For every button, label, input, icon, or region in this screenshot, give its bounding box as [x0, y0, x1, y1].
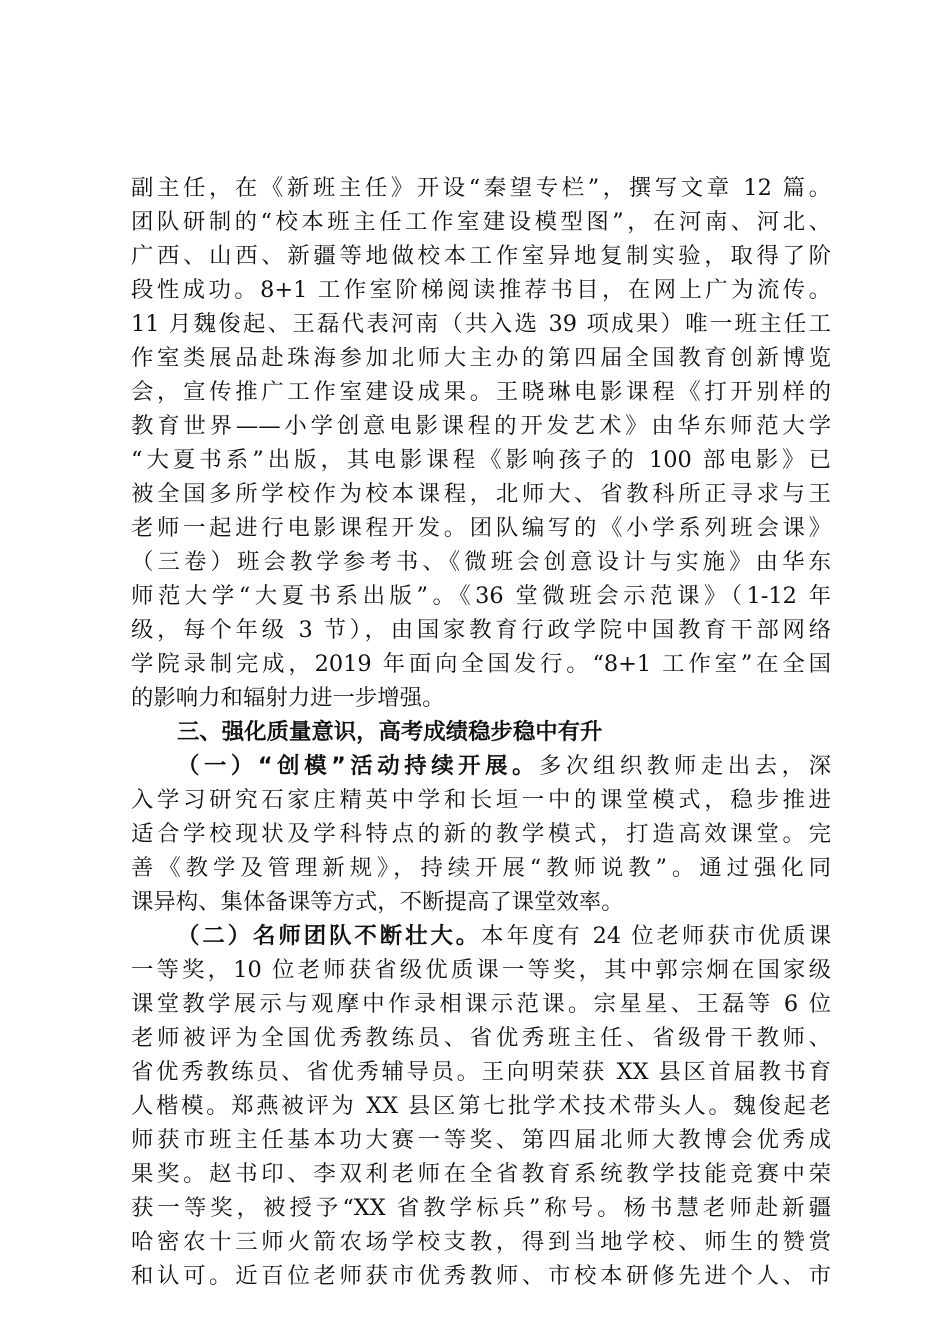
section-heading-text: 三、强化质量意识，高考成绩稳步稳中有升 — [177, 719, 603, 745]
paragraph-line: 的影响力和辐射力进一步增强。 — [131, 685, 445, 711]
paragraph-line: 老师被评为全国优秀教练员、省优秀班主任、省级骨干教师、 — [131, 1025, 831, 1051]
paragraph-line: 课异构、集体备课等方式，不断提高了课堂效率。 — [131, 889, 624, 915]
paragraph-line: 和认可。近百位老师获市优秀教师、市校本研修先进个人、市 — [131, 1263, 831, 1289]
paragraph-line: 级，每个年级 3 节），由国家教育行政学院中国教育干部网络 — [131, 617, 831, 643]
paragraph-line: 省优秀教练员、省优秀辅导员。王向明荣获 XX 县区首届教书育 — [131, 1059, 831, 1085]
paragraph-line: 师范大学“大夏书系出版”。《36 堂微班会示范课》（1-12 年 — [131, 583, 831, 609]
subsection-title: （二）名师团队不断壮大。 — [177, 923, 482, 949]
paragraph-line: 11 月魏俊起、王磊代表河南（共入选 39 项成果）唯一班主任工 — [131, 311, 831, 337]
subsection-title: （一）“创模”活动持续开展。 — [177, 753, 540, 779]
paragraph-line: （三卷）班会教学参考书、《微班会创意设计与实施》由华东 — [131, 549, 831, 575]
paragraph-line: 团队研制的“校本班主任工作室建设模型图”，在河南、河北、 — [131, 209, 831, 235]
paragraph-line: 广西、山西、新疆等地做校本工作室异地复制实验，取得了阶 — [131, 243, 831, 269]
paragraph-line: 课堂教学展示与观摩中作录相课示范课。宗星星、王磊等 6 位 — [131, 991, 831, 1017]
paragraph-line: 果奖。赵书印、李双利老师在全省教育系统教学技能竞赛中荣 — [131, 1161, 831, 1187]
paragraph-line: 一等奖，10 位老师获省级优质课一等奖，其中郭宗炯在国家级 — [131, 957, 831, 983]
subsection-text: 多次组织教师走出去，深 — [539, 753, 832, 779]
paragraph-line: 适合学校现状及学科特点的新的教学模式，打造高效课堂。完 — [131, 821, 831, 847]
subsection-first-line — [177, 919, 831, 953]
paragraph-line: 副主任，在《新班主任》开设“秦望专栏”，撰写文章 12 篇。 — [131, 175, 831, 201]
section-heading — [177, 715, 831, 749]
paragraph-line: 入学习研究石家庄精英中学和长垣一中的课堂模式，稳步推进 — [131, 787, 831, 813]
paragraph-line: 会，宣传推广工作室建设成果。王晓琳电影课程《打开别样的 — [131, 379, 831, 405]
paragraph-line: 学院录制完成，2019 年面向全国发行。“8+1 工作室”在全国 — [131, 651, 831, 677]
paragraph-line: 作室类展品赴珠海参加北师大主办的第四届全国教育创新博览 — [131, 345, 831, 371]
paragraph-line: 人楷模。郑燕被评为 XX 县区第七批学术技术带头人。魏俊起老 — [131, 1093, 831, 1119]
paragraph-line: 哈密农十三师火箭农场学校支教，得到当地学校、师生的赞赏 — [131, 1229, 831, 1255]
paragraph-line: 师获市班主任基本功大赛一等奖、第四届北师大教博会优秀成 — [131, 1127, 831, 1153]
paragraph-line: 教育世界——小学创意电影课程的开发艺术》由华东师范大学 — [131, 413, 831, 439]
paragraph-line: 善《教学及管理新规》，持续开展“教师说教”。通过强化同 — [131, 855, 831, 881]
paragraph-line: 被全国多所学校作为校本课程，北师大、省教科所正寻求与王 — [131, 481, 831, 507]
paragraph-line: 老师一起进行电影课程开发。团队编写的《小学系列班会课》 — [131, 515, 831, 541]
paragraph-line: 段性成功。8+1 工作室阶梯阅读推荐书目，在网上广为流传。 — [131, 277, 831, 303]
paragraph-line: 获一等奖，被授予“XX 省教学标兵”称号。杨书慧老师赴新疆 — [131, 1195, 831, 1221]
subsection-first-line — [177, 749, 831, 783]
paragraph-line: “大夏书系”出版，其电影课程《影响孩子的 100 部电影》已 — [131, 447, 831, 473]
subsection-text: 本年度有 24 位老师获市优质课 — [481, 923, 831, 949]
